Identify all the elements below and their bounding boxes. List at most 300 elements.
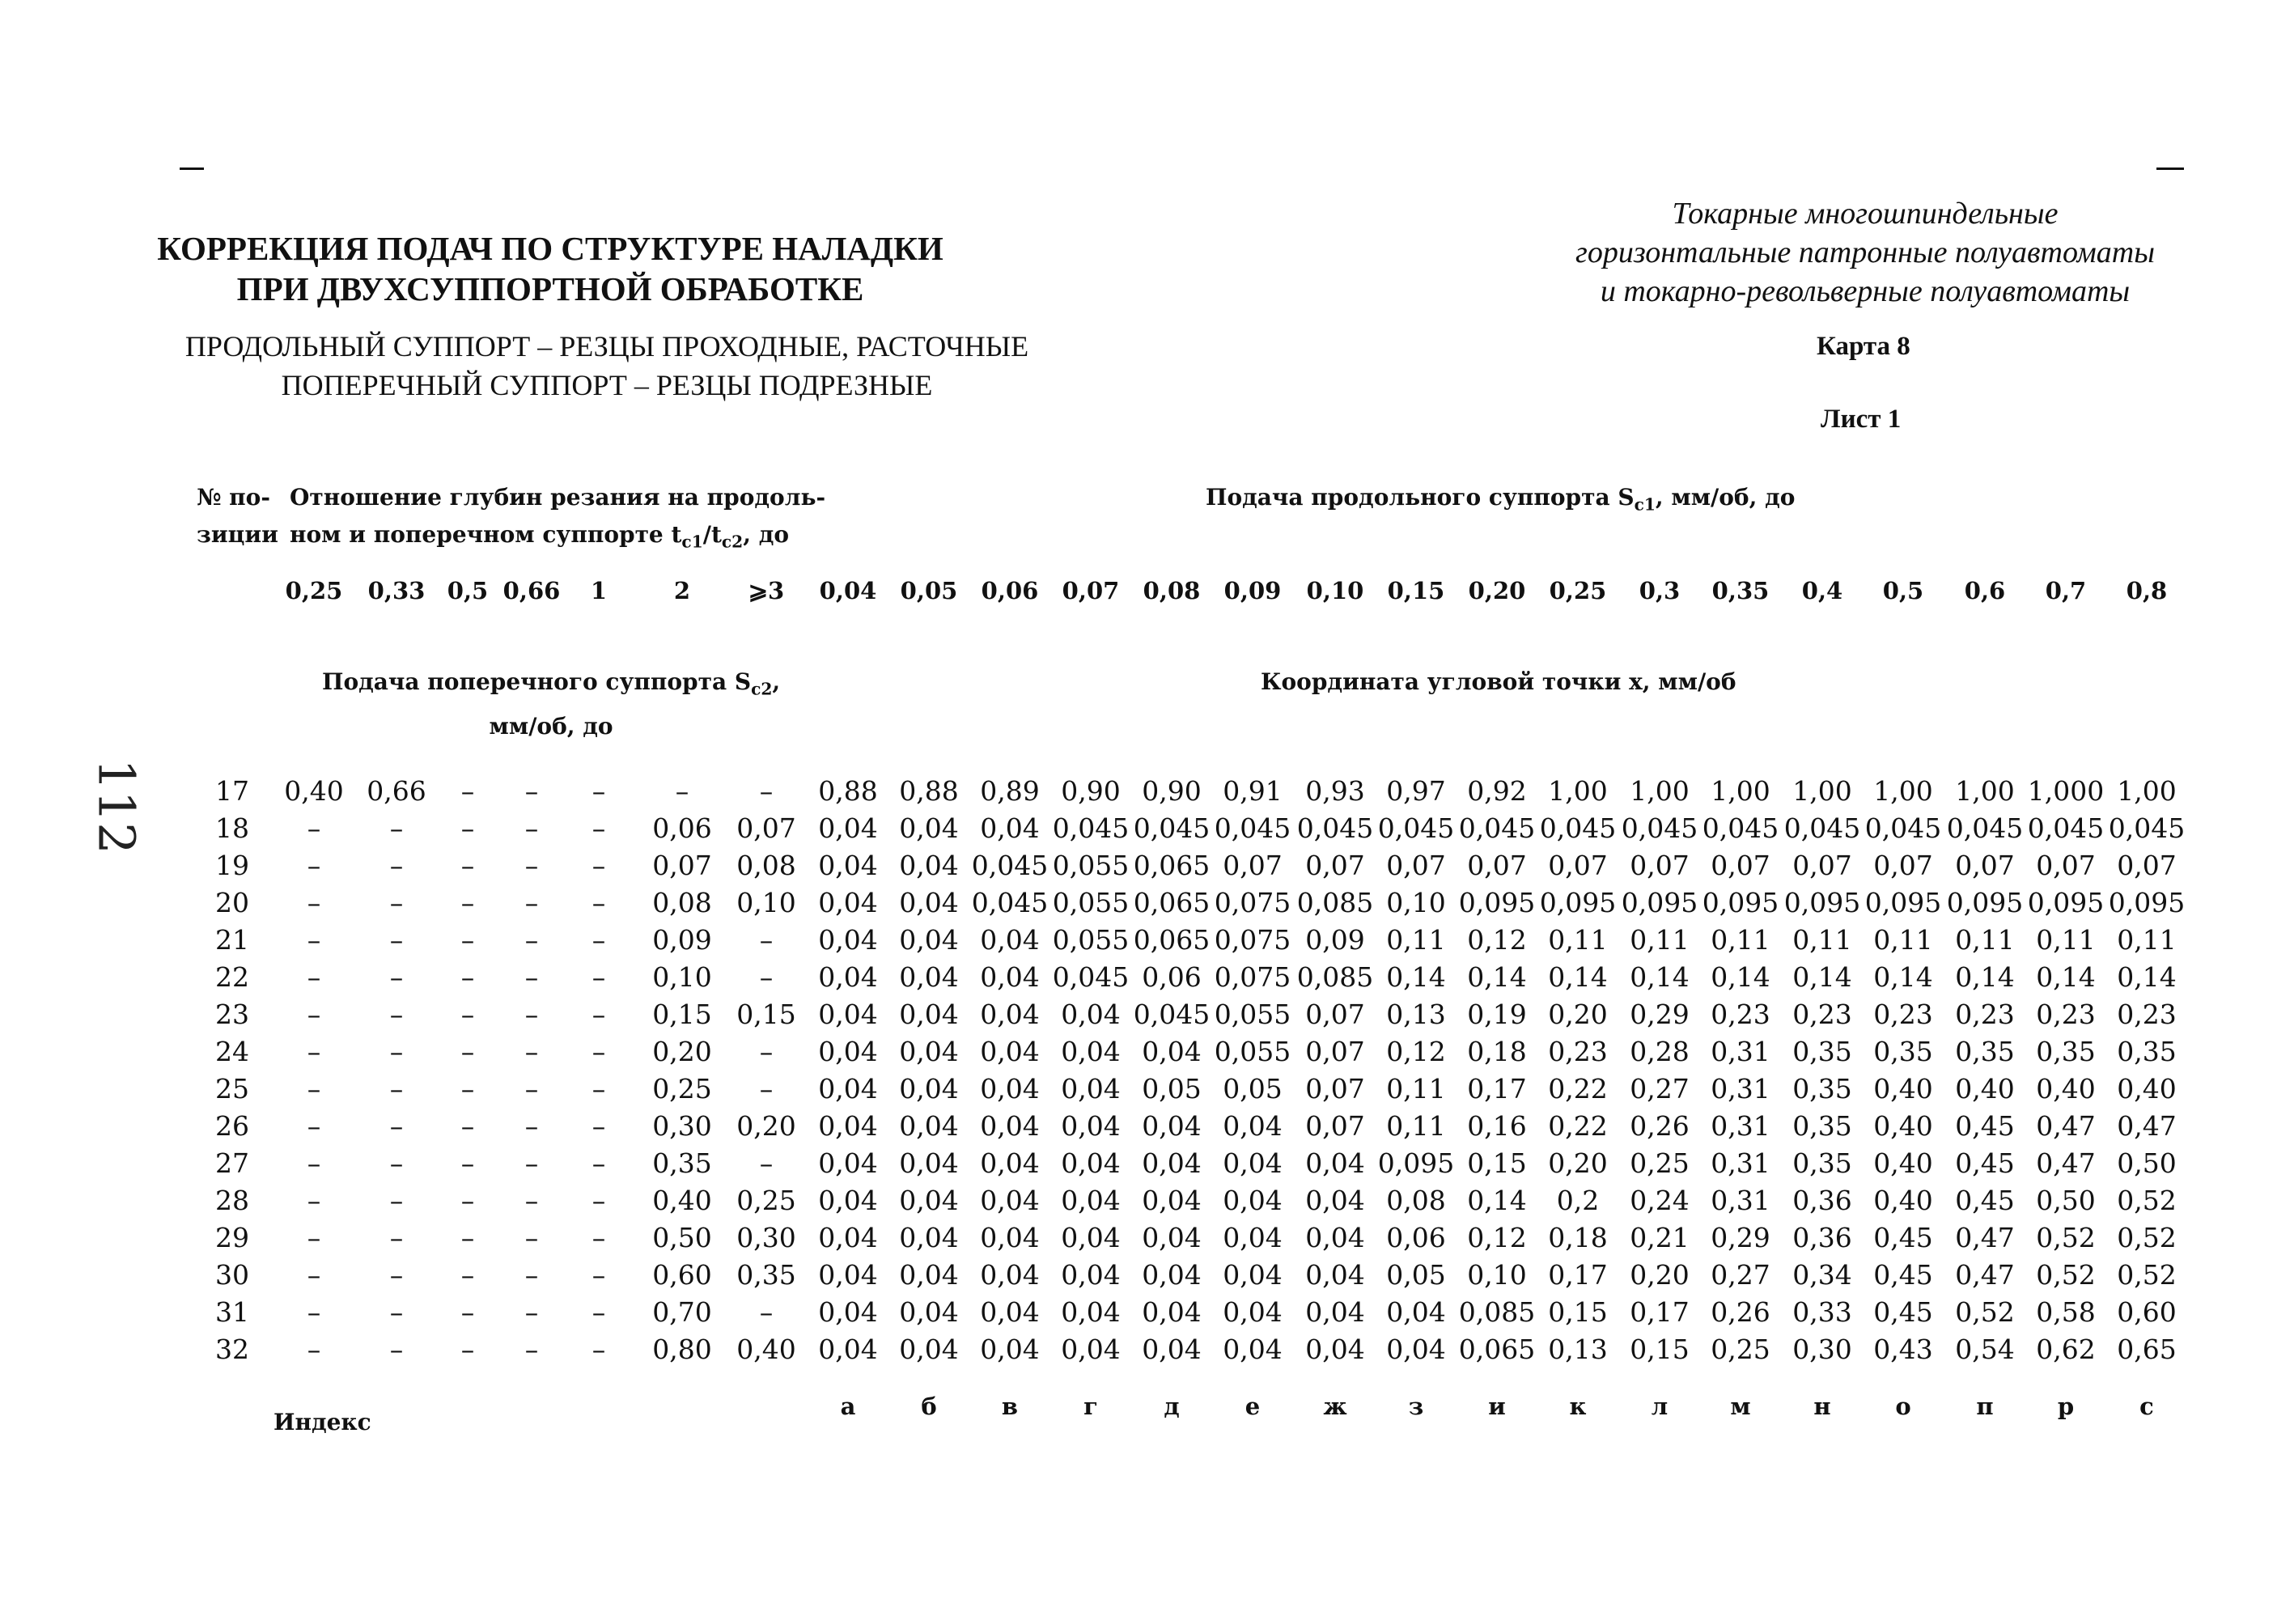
- cross-feed-cell: –: [389, 812, 404, 844]
- feed-column-header: 0,09: [1223, 577, 1282, 604]
- cross-feed-cell: 0,50: [652, 1222, 712, 1253]
- feed-column-header: 0,10: [1306, 577, 1364, 604]
- cross-feed-cell: –: [592, 775, 606, 807]
- cross-feed-cell: 0,08: [736, 850, 796, 881]
- corner-coordinate-cell: 0,04: [818, 924, 878, 956]
- feed-column-header: 0,6: [1964, 577, 2006, 604]
- corner-coordinate-cell: 0,14: [2117, 961, 2177, 993]
- cross-feed-cell: –: [389, 1036, 404, 1067]
- cross-feed-cell: –: [307, 1296, 321, 1328]
- feed-column-header: 0,05: [900, 577, 958, 604]
- corner-coordinate-cell: 0,04: [1061, 1222, 1121, 1253]
- corner-coordinate-cell: 0,04: [980, 999, 1040, 1030]
- cross-feed-cell: –: [307, 850, 321, 881]
- corner-coordinate-cell: 0,06: [1386, 1222, 1446, 1253]
- feed-column-header: 0,04: [819, 577, 877, 604]
- corner-coordinate-cell: 1,00: [1711, 775, 1770, 807]
- corner-coordinate-cell: 0,04: [980, 1222, 1040, 1253]
- row-position-number: 21: [215, 924, 249, 956]
- corner-coordinate-cell: 0,31: [1711, 1147, 1770, 1179]
- corner-coordinate-cell: 0,04: [818, 1222, 878, 1253]
- corner-coordinate-cell: 0,04: [818, 999, 878, 1030]
- ratio-column-header: 0,66: [502, 577, 561, 604]
- corner-coordinate-cell: 0,35: [2036, 1036, 2096, 1067]
- cross-feed-cell: –: [389, 1334, 404, 1365]
- corner-coordinate-cell: 0,11: [1630, 924, 1690, 956]
- corner-coordinate-cell: 0,04: [899, 924, 959, 956]
- feed-column-header: 0,8: [2126, 577, 2168, 604]
- cross-feed-cell: 0,07: [736, 812, 796, 844]
- margin-page-number: 112: [87, 758, 146, 854]
- corner-coordinate-cell: 1,000: [2027, 775, 2105, 807]
- corner-coordinate-cell: 0,04: [818, 850, 878, 881]
- corner-coordinate-cell: 0,23: [2036, 999, 2096, 1030]
- row-position-number: 30: [215, 1259, 249, 1291]
- corner-coordinate-cell: 0,05: [1223, 1073, 1283, 1105]
- corner-coordinate-cell: 0,085: [1296, 887, 1374, 918]
- cross-feed-cell: –: [307, 812, 321, 844]
- corner-coordinate-cell: 0,045: [1133, 999, 1211, 1030]
- cross-feed-cell: –: [389, 999, 404, 1030]
- corner-coordinate-cell: 0,04: [899, 1334, 959, 1365]
- cross-feed-cell: 0,30: [652, 1110, 712, 1142]
- cross-feed-cell: –: [524, 1147, 539, 1179]
- corner-coordinate-cell: 0,26: [1711, 1296, 1770, 1328]
- corner-coordinate-cell: 0,04: [1061, 1296, 1121, 1328]
- corner-coordinate-cell: 0,40: [2036, 1073, 2096, 1105]
- corner-coordinate-cell: 0,35: [1792, 1147, 1852, 1179]
- corner-coordinate-cell: 0,90: [1142, 775, 1202, 807]
- cross-feed-cell: –: [592, 999, 606, 1030]
- corner-coordinate-cell: 0,14: [2036, 961, 2096, 993]
- corner-coordinate-cell: 0,97: [1386, 775, 1446, 807]
- corner-coordinate-cell: 0,20: [1630, 1259, 1690, 1291]
- cross-feed-cell: –: [460, 1073, 475, 1105]
- cross-feed-cell: –: [592, 1073, 606, 1105]
- corner-coordinate-cell: 0,04: [818, 1110, 878, 1142]
- corner-coordinate-cell: 0,04: [1142, 1222, 1202, 1253]
- corner-coordinate-cell: 0,2: [1556, 1185, 1600, 1216]
- cross-feed-cell: –: [307, 887, 321, 918]
- corner-coordinate-cell: 0,04: [818, 1036, 878, 1067]
- corner-coordinate-cell: 0,04: [1223, 1147, 1283, 1179]
- corner-coordinate-cell: 0,055: [1052, 887, 1130, 918]
- cross-feed-cell: –: [524, 887, 539, 918]
- corner-coordinate-cell: 0,30: [1792, 1334, 1852, 1365]
- corner-coordinate-cell: 0,04: [899, 1296, 959, 1328]
- corner-coordinate-cell: 0,04: [980, 1073, 1040, 1105]
- corner-coordinate-cell: 0,35: [1955, 1036, 2015, 1067]
- coordinate-header: Координата угловой точки х, мм/об: [1261, 668, 1736, 695]
- corner-coordinate-cell: 0,045: [1621, 812, 1698, 844]
- corner-coordinate-cell: 0,45: [1955, 1185, 2015, 1216]
- corner-coordinate-cell: 0,33: [1792, 1296, 1852, 1328]
- cross-feed-cell: –: [524, 999, 539, 1030]
- cross-feed-cell: 0,25: [736, 1185, 796, 1216]
- cross-feed-cell: 0,10: [736, 887, 796, 918]
- title-line-2: ПРИ ДВУХСУППОРТНОЙ ОБРАБОТКЕ: [236, 270, 864, 307]
- corner-coordinate-cell: 0,54: [1955, 1334, 2015, 1365]
- corner-coordinate-cell: 0,04: [1061, 1185, 1121, 1216]
- corner-coordinate-cell: 0,04: [1386, 1296, 1446, 1328]
- corner-coordinate-cell: 0,055: [1214, 1036, 1291, 1067]
- cross-feed-cell: –: [389, 961, 404, 993]
- corner-coordinate-cell: 0,04: [1305, 1296, 1365, 1328]
- feed-cross-suffix: ,: [772, 668, 781, 695]
- corner-coordinate-cell: 0,04: [1386, 1334, 1446, 1365]
- corner-coordinate-cell: 0,28: [1630, 1036, 1690, 1067]
- corner-coordinate-cell: 0,14: [1630, 961, 1690, 993]
- corner-coordinate-cell: 0,04: [1142, 1110, 1202, 1142]
- index-letter: в: [1001, 1393, 1019, 1420]
- cross-feed-cell: 0,40: [652, 1185, 712, 1216]
- corner-coordinate-cell: 0,04: [1142, 1147, 1202, 1179]
- cross-feed-cell: –: [307, 1222, 321, 1253]
- cross-feed-cell: 0,40: [284, 775, 344, 807]
- corner-coordinate-cell: 0,07: [1873, 850, 1933, 881]
- row-position-number: 20: [215, 887, 249, 918]
- cross-feed-cell: 0,09: [652, 924, 712, 956]
- corner-coordinate-cell: 0,11: [1386, 1110, 1446, 1142]
- cross-feed-cell: 0,35: [736, 1259, 796, 1291]
- corner-coordinate-cell: 1,00: [2117, 775, 2177, 807]
- corner-coordinate-cell: 0,04: [980, 1259, 1040, 1291]
- corner-coordinate-cell: 0,23: [1955, 999, 2015, 1030]
- corner-coordinate-cell: 0,93: [1305, 775, 1365, 807]
- corner-coordinate-cell: 0,07: [1305, 999, 1365, 1030]
- ratio-column-header: 0,5: [447, 577, 489, 604]
- cross-feed-cell: –: [389, 924, 404, 956]
- corner-coordinate-cell: 0,04: [1061, 1073, 1121, 1105]
- corner-coordinate-cell: 0,04: [1142, 1036, 1202, 1067]
- cross-feed-cell: 0,20: [736, 1110, 796, 1142]
- corner-coordinate-cell: 0,13: [1386, 999, 1446, 1030]
- corner-coordinate-cell: 0,12: [1467, 1222, 1527, 1253]
- row-position-number: 28: [215, 1185, 249, 1216]
- cross-feed-cell: –: [389, 1073, 404, 1105]
- corner-coordinate-cell: 0,045: [2108, 812, 2186, 844]
- corner-coordinate-cell: 0,04: [1305, 1222, 1365, 1253]
- feed-column-header: 0,3: [1639, 577, 1681, 604]
- corner-coordinate-cell: 0,31: [1711, 1185, 1770, 1216]
- corner-coordinate-cell: 0,095: [2108, 887, 2186, 918]
- corner-coordinate-cell: 0,055: [1052, 850, 1130, 881]
- cross-feed-cell: –: [307, 961, 321, 993]
- cross-feed-cell: 0,20: [652, 1036, 712, 1067]
- corner-coordinate-cell: 0,04: [1142, 1296, 1202, 1328]
- cross-feed-cell: 0,15: [652, 999, 712, 1030]
- cross-feed-cell: –: [389, 1222, 404, 1253]
- corner-coordinate-cell: 1,00: [1548, 775, 1608, 807]
- corner-coordinate-cell: 0,40: [1873, 1147, 1933, 1179]
- corner-coordinate-cell: 0,11: [1711, 924, 1770, 956]
- feed-column-header: 0,20: [1468, 577, 1526, 604]
- ratio-header-sub-2: c2: [721, 532, 744, 552]
- corner-coordinate-cell: 0,52: [2036, 1259, 2096, 1291]
- card-number: Карта 8: [1817, 332, 1910, 361]
- index-letter: б: [921, 1393, 937, 1420]
- corner-coordinate-cell: 0,23: [1548, 1036, 1608, 1067]
- cross-feed-cell: –: [592, 1296, 606, 1328]
- corner-coordinate-cell: 0,07: [1305, 850, 1365, 881]
- corner-coordinate-cell: 0,045: [1296, 812, 1374, 844]
- cross-feed-cell: –: [759, 961, 774, 993]
- corner-coordinate-cell: 0,13: [1548, 1334, 1608, 1365]
- corner-coordinate-cell: 0,095: [1458, 887, 1536, 918]
- corner-coordinate-cell: 0,16: [1467, 1110, 1527, 1142]
- corner-coordinate-cell: 0,045: [1946, 812, 2024, 844]
- cross-feed-cell: –: [759, 775, 774, 807]
- cross-feed-cell: –: [460, 850, 475, 881]
- corner-coordinate-cell: 0,045: [1783, 812, 1861, 844]
- cross-feed-cell: –: [460, 1110, 475, 1142]
- corner-coordinate-cell: 0,40: [1873, 1110, 1933, 1142]
- corner-coordinate-cell: 0,04: [1305, 1147, 1365, 1179]
- cross-feed-cell: –: [524, 1073, 539, 1105]
- cross-feed-cell: –: [592, 924, 606, 956]
- corner-coordinate-cell: 0,11: [1873, 924, 1933, 956]
- cross-feed-cell: –: [307, 1334, 321, 1365]
- corner-coordinate-cell: 0,27: [1711, 1259, 1770, 1291]
- corner-coordinate-cell: 0,04: [980, 1296, 1040, 1328]
- corner-coordinate-cell: 0,27: [1630, 1073, 1690, 1105]
- corner-coordinate-cell: 0,08: [1386, 1185, 1446, 1216]
- cross-feed-cell: –: [592, 1036, 606, 1067]
- corner-coordinate-cell: 0,04: [1223, 1296, 1283, 1328]
- corner-coordinate-cell: 0,31: [1711, 1073, 1770, 1105]
- corner-coordinate-cell: 0,045: [1458, 812, 1536, 844]
- ratio-header-slash: /t: [702, 521, 722, 548]
- corner-coordinate-cell: 0,065: [1458, 1334, 1536, 1365]
- cross-feed-cell: 0,07: [652, 850, 712, 881]
- corner-coordinate-cell: 0,40: [1873, 1185, 1933, 1216]
- corner-coordinate-cell: 0,20: [1548, 999, 1608, 1030]
- feed-longitudinal-sub: c1: [1634, 494, 1656, 515]
- corner-coordinate-cell: 0,04: [1061, 1147, 1121, 1179]
- corner-coordinate-cell: 0,07: [2036, 850, 2096, 881]
- corner-coordinate-cell: 0,14: [1711, 961, 1770, 993]
- corner-coordinate-cell: 0,11: [2036, 924, 2096, 956]
- cross-feed-cell: –: [759, 1296, 774, 1328]
- cross-feed-cell: –: [524, 812, 539, 844]
- ratio-header-prefix: ном и поперечном суппорте t: [290, 521, 682, 548]
- corner-coordinate-cell: 0,04: [1061, 1334, 1121, 1365]
- corner-coordinate-cell: 0,04: [1061, 1036, 1121, 1067]
- cross-feed-cell: 0,25: [652, 1073, 712, 1105]
- corner-coordinate-cell: 0,07: [1305, 1036, 1365, 1067]
- cross-feed-cell: –: [389, 1185, 404, 1216]
- cross-feed-cell: –: [307, 1147, 321, 1179]
- corner-coordinate-cell: 0,07: [1386, 850, 1446, 881]
- cross-feed-cell: –: [524, 850, 539, 881]
- corner-coordinate-cell: 0,095: [1621, 887, 1698, 918]
- corner-coordinate-cell: 0,055: [1052, 924, 1130, 956]
- corner-coordinate-cell: 0,31: [1711, 1110, 1770, 1142]
- corner-coordinate-cell: 0,045: [971, 850, 1049, 881]
- corner-coordinate-cell: 0,04: [1142, 1334, 1202, 1365]
- corner-coordinate-cell: 0,90: [1061, 775, 1121, 807]
- cross-feed-cell: –: [524, 961, 539, 993]
- ratio-column-header: 0,33: [367, 577, 426, 604]
- corner-coordinate-cell: 0,45: [1955, 1147, 2015, 1179]
- row-position-number: 26: [215, 1110, 249, 1142]
- corner-coordinate-cell: 0,045: [971, 887, 1049, 918]
- corner-coordinate-cell: 0,11: [2117, 924, 2177, 956]
- corner-coordinate-cell: 0,085: [1296, 961, 1374, 993]
- ratio-column-header: ⩾3: [748, 577, 785, 604]
- corner-coordinate-cell: 0,47: [2117, 1110, 2177, 1142]
- feed-column-header: 0,5: [1882, 577, 1924, 604]
- corner-coordinate-cell: 0,04: [818, 1334, 878, 1365]
- corner-coordinate-cell: 0,14: [1955, 961, 2015, 993]
- corner-coordinate-cell: 0,04: [1223, 1334, 1283, 1365]
- cross-feed-cell: –: [592, 1259, 606, 1291]
- corner-coordinate-cell: 0,11: [1792, 924, 1852, 956]
- cross-feed-cell: –: [524, 1222, 539, 1253]
- corner-coordinate-cell: 0,04: [899, 1185, 959, 1216]
- corner-coordinate-cell: 0,22: [1548, 1110, 1608, 1142]
- corner-coordinate-cell: 0,09: [1305, 924, 1365, 956]
- cross-feed-cell: 0,30: [736, 1222, 796, 1253]
- corner-coordinate-cell: 0,07: [1223, 850, 1283, 881]
- sheet-number: Лист 1: [1821, 405, 1902, 434]
- corner-coordinate-cell: 0,40: [1955, 1073, 2015, 1105]
- corner-coordinate-cell: 0,52: [1955, 1296, 2015, 1328]
- corner-coordinate-cell: 0,52: [2117, 1185, 2177, 1216]
- index-letter: о: [1895, 1393, 1911, 1420]
- corner-coordinate-cell: 0,095: [1783, 887, 1861, 918]
- corner-coordinate-cell: 0,04: [818, 1296, 878, 1328]
- corner-coordinate-cell: 0,52: [2117, 1222, 2177, 1253]
- corner-coordinate-cell: 0,45: [1873, 1259, 1933, 1291]
- corner-coordinate-cell: 0,14: [1548, 961, 1608, 993]
- cross-feed-cell: –: [460, 1334, 475, 1365]
- index-letter: е: [1245, 1393, 1261, 1420]
- corner-coordinate-cell: 0,04: [980, 961, 1040, 993]
- corner-coordinate-cell: 0,92: [1467, 775, 1527, 807]
- cross-feed-cell: 0,40: [736, 1334, 796, 1365]
- index-letter: л: [1651, 1393, 1669, 1420]
- corner-coordinate-cell: 0,47: [2036, 1147, 2096, 1179]
- subtitle-line-1: ПРОДОЛЬНЫЙ СУППОРТ – РЕЗЦЫ ПРОХОДНЫЕ, РАСТОЧНЫЕ: [184, 330, 1029, 363]
- cross-feed-cell: –: [592, 850, 606, 881]
- feed-longitudinal-prefix: Подача продольного суппорта S: [1206, 484, 1635, 511]
- corner-coordinate-cell: 0,23: [1792, 999, 1852, 1030]
- corner-coordinate-cell: 0,085: [1458, 1296, 1536, 1328]
- corner-coordinate-cell: 0,04: [899, 887, 959, 918]
- cross-feed-cell: –: [460, 1222, 475, 1253]
- corner-coordinate-cell: 0,52: [2036, 1222, 2096, 1253]
- corner-coordinate-cell: 0,40: [2117, 1073, 2177, 1105]
- cross-feed-cell: –: [389, 1296, 404, 1328]
- corner-coordinate-cell: 0,14: [1386, 961, 1446, 993]
- corner-coordinate-cell: 0,15: [1467, 1147, 1527, 1179]
- cross-feed-cell: 0,06: [652, 812, 712, 844]
- ratio-header-line-1: Отношение глубин резания на продоль-: [290, 484, 826, 511]
- cross-feed-cell: –: [460, 1036, 475, 1067]
- corner-coordinate-cell: 0,50: [2036, 1185, 2096, 1216]
- corner-coordinate-cell: 0,04: [980, 1147, 1040, 1179]
- feed-column-header: 0,25: [1549, 577, 1607, 604]
- corner-coordinate-cell: 0,04: [1223, 1222, 1283, 1253]
- position-header-line-1: № по-: [197, 484, 270, 511]
- feed-longitudinal-suffix: , мм/об, до: [1655, 484, 1796, 511]
- corner-coordinate-cell: 0,095: [2027, 887, 2105, 918]
- corner-coordinate-cell: 0,21: [1630, 1222, 1690, 1253]
- corner-coordinate-cell: 0,15: [1548, 1296, 1608, 1328]
- cross-feed-cell: –: [460, 1185, 475, 1216]
- corner-coordinate-cell: 0,35: [1873, 1036, 1933, 1067]
- corner-coordinate-cell: 0,91: [1223, 775, 1283, 807]
- corner-coordinate-cell: 0,36: [1792, 1222, 1852, 1253]
- cross-feed-cell: –: [307, 924, 321, 956]
- corner-coordinate-cell: 0,18: [1548, 1222, 1608, 1253]
- corner-coordinate-cell: 0,26: [1630, 1110, 1690, 1142]
- corner-coordinate-cell: 0,07: [1548, 850, 1608, 881]
- row-position-number: 19: [215, 850, 249, 881]
- corner-coordinate-cell: 0,65: [2117, 1334, 2177, 1365]
- cross-feed-cell: –: [524, 1296, 539, 1328]
- row-position-number: 22: [215, 961, 249, 993]
- corner-coordinate-cell: 0,07: [1630, 850, 1690, 881]
- corner-coordinate-cell: 0,10: [1467, 1259, 1527, 1291]
- index-letter: г: [1083, 1393, 1098, 1420]
- corner-coordinate-cell: 0,04: [1305, 1259, 1365, 1291]
- corner-coordinate-cell: 0,06: [1142, 961, 1202, 993]
- corner-coordinate-cell: 0,20: [1548, 1147, 1608, 1179]
- corner-coordinate-cell: 0,14: [1873, 961, 1933, 993]
- feed-column-header: 0,07: [1062, 577, 1120, 604]
- corner-coordinate-cell: 0,36: [1792, 1185, 1852, 1216]
- corner-coordinate-cell: 0,095: [1702, 887, 1779, 918]
- corner-coordinate-cell: 0,075: [1214, 887, 1291, 918]
- corner-coordinate-cell: 0,07: [1955, 850, 2015, 881]
- corner-coordinate-cell: 0,47: [1955, 1222, 2015, 1253]
- corner-coordinate-cell: 0,04: [1061, 999, 1121, 1030]
- corner-coordinate-cell: 0,11: [1955, 924, 2015, 956]
- corner-coordinate-cell: 0,065: [1133, 924, 1211, 956]
- corner-coordinate-cell: 0,23: [1873, 999, 1933, 1030]
- cross-feed-cell: –: [389, 850, 404, 881]
- corner-coordinate-cell: 0,31: [1711, 1036, 1770, 1067]
- cross-feed-cell: 0,60: [652, 1259, 712, 1291]
- cross-feed-cell: –: [460, 999, 475, 1030]
- corner-coordinate-cell: 0,04: [1305, 1185, 1365, 1216]
- cross-feed-cell: –: [307, 1073, 321, 1105]
- corner-coordinate-cell: 0,35: [1792, 1036, 1852, 1067]
- corner-coordinate-cell: 0,60: [2117, 1296, 2177, 1328]
- corner-coordinate-cell: 0,45: [1873, 1222, 1933, 1253]
- corner-coordinate-cell: 0,04: [899, 1110, 959, 1142]
- index-letter: д: [1164, 1393, 1180, 1420]
- cross-feed-cell: –: [460, 1259, 475, 1291]
- cross-feed-cell: –: [592, 1185, 606, 1216]
- corner-coordinate-cell: 0,22: [1548, 1073, 1608, 1105]
- corner-coordinate-cell: 0,34: [1792, 1259, 1852, 1291]
- corner-coordinate-cell: 0,04: [818, 812, 878, 844]
- corner-coordinate-cell: 0,25: [1630, 1147, 1690, 1179]
- corner-coordinate-cell: 0,04: [980, 1036, 1040, 1067]
- corner-coordinate-cell: 0,04: [818, 1185, 878, 1216]
- corner-coordinate-cell: 0,065: [1133, 887, 1211, 918]
- corner-coordinate-cell: 0,45: [1873, 1296, 1933, 1328]
- corner-coordinate-cell: 0,24: [1630, 1185, 1690, 1216]
- corner-coordinate-cell: 1,00: [1873, 775, 1933, 807]
- row-position-number: 24: [215, 1036, 249, 1067]
- cross-feed-cell: –: [524, 924, 539, 956]
- corner-coordinate-cell: 0,07: [1305, 1073, 1365, 1105]
- cross-feed-cell: 0,15: [736, 999, 796, 1030]
